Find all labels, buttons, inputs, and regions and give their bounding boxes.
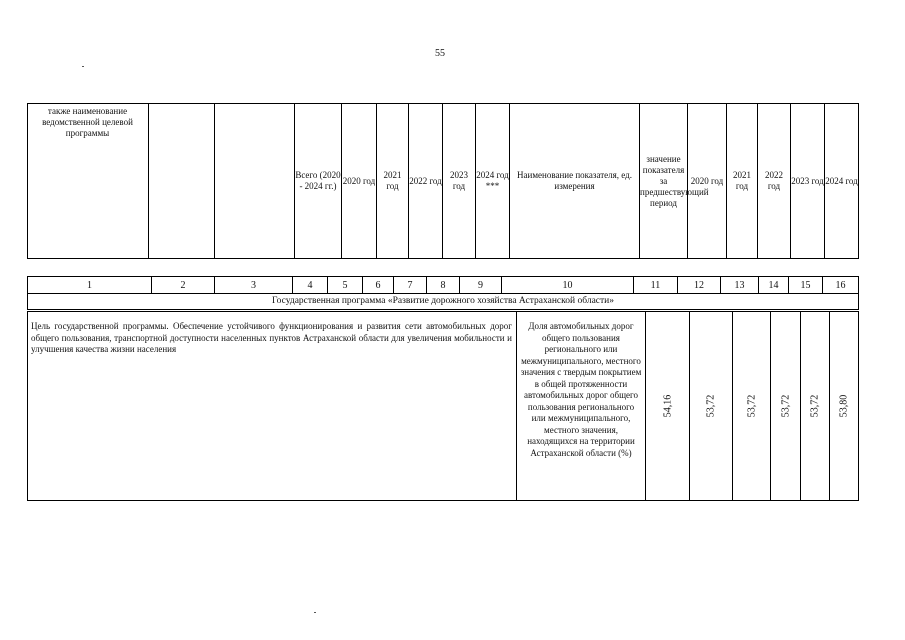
column-number: 7	[394, 277, 427, 294]
program-goal-table	[27, 311, 859, 501]
header-prev-value: значение показателя за предшествующий период	[640, 104, 688, 259]
column-number: 9	[460, 277, 502, 294]
column-number: 5	[328, 277, 363, 294]
header-indicator-year: 2024 год	[825, 104, 859, 259]
header-empty-cell	[215, 104, 295, 259]
column-number: 11	[634, 277, 678, 294]
column-number: 16	[823, 277, 859, 294]
indicator-value: 53,72	[780, 394, 791, 418]
scan-speck	[314, 612, 316, 613]
header-indicator-year: 2023 год	[791, 104, 825, 259]
column-number: 4	[293, 277, 328, 294]
header-indicator-year: 2021 год	[727, 104, 758, 259]
program-goal-text: Цель государственной программы. Обеспечение устойчивого функционирования и развития сети автомобильных дорог общего пользования, транспортной доступности населенных пунктов Астраханской области для увеличения мобильности и улучшения качества жизни населения	[28, 312, 517, 501]
indicator-value: 53,80	[838, 394, 850, 418]
column-number: 12	[678, 277, 721, 294]
header-name-cell: также наименование ведомственной целевой программы	[28, 104, 149, 259]
indicator-value: 54,16	[662, 394, 673, 418]
program-title: Государственная программа «Развитие дорожного хозяйства Астраханской области»	[28, 294, 859, 310]
value-2020-cell	[690, 312, 733, 501]
value-2021-cell	[733, 312, 771, 501]
column-number: 8	[427, 277, 460, 294]
column-number: 2	[152, 277, 215, 294]
header-year: 2020 год	[342, 104, 377, 259]
indicator-text: Доля автомобильных дорог общего пользования регионального или межмуниципального, местного значения с твердым покрытием в общей протяженности автомобильных дорог общего пользования регионального или межмуниципального, местного значения, находящихся на территории Астраханской области (%)	[517, 312, 646, 501]
program-goal-row	[28, 312, 859, 501]
header-indicator-year: 2020 год	[688, 104, 727, 259]
prev-value-cell	[646, 312, 690, 501]
column-number: 6	[363, 277, 394, 294]
page-number: 55	[435, 48, 445, 59]
indicator-value: 53,72	[746, 394, 757, 418]
column-number: 13	[721, 277, 759, 294]
header-year: 2024 год ***	[476, 104, 510, 259]
column-number: 15	[789, 277, 823, 294]
column-number: 1	[28, 277, 152, 294]
value-2022-cell	[771, 312, 801, 501]
header-year: 2022 год	[409, 104, 443, 259]
column-number: 10	[502, 277, 634, 294]
numbering-table	[27, 276, 859, 310]
header-indicator-name: Наименование показателя, ед. измерения	[510, 104, 640, 259]
column-number: 3	[215, 277, 293, 294]
header-indicator-year: 2022 год	[758, 104, 791, 259]
column-number: 14	[759, 277, 789, 294]
value-2024-cell	[830, 312, 859, 501]
indicator-value: 53,72	[809, 394, 821, 418]
header-empty-cell	[149, 104, 215, 259]
scan-speck	[82, 66, 84, 67]
header-year: 2023 год	[443, 104, 476, 259]
column-numbers-row	[28, 277, 859, 294]
value-2023-cell	[801, 312, 830, 501]
header-year: 2021 год	[377, 104, 409, 259]
header-total: Всего (2020 - 2024 гг.)	[295, 104, 342, 259]
header-table	[27, 103, 859, 259]
indicator-value: 53,72	[705, 394, 717, 418]
